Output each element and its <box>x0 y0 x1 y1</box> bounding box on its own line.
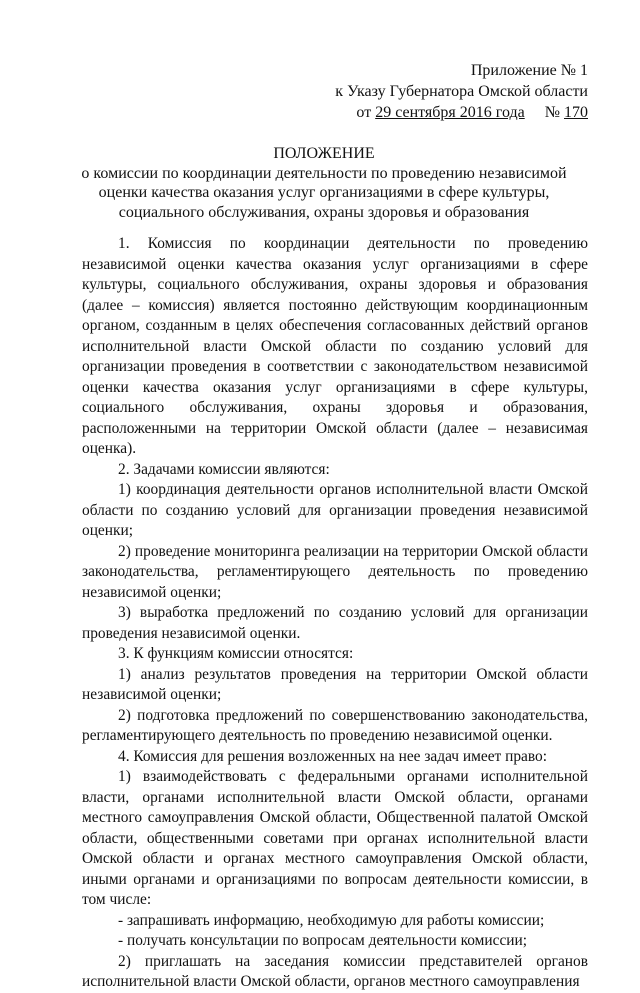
appendix-number: Приложение № 1 <box>470 62 588 79</box>
paragraph: 3) выработка предложений по созданию условий для организации проведения независимой оценки. <box>82 604 588 642</box>
decree-number: 170 <box>564 104 588 121</box>
title-subtitle: о комиссии по координации деятельности по проведению независимой оценки качества оказания услуг организациями в сфере культуры, социального обслуживания, охраны здоровья и образования <box>81 164 567 221</box>
title-heading: ПОЛОЖЕНИЕ <box>273 145 375 162</box>
document-body <box>82 234 588 993</box>
paragraph: 1) взаимодействовать с федеральными органами исполнительной власти, органами исполнительной власти Омской области, органами местного самоуправления Омской области, Общественной палатой Омской области, общественными советами при органах исполнительной власти Омской области и органах местного самоуправления Омской области, иными органами и организациями по вопросам деятельности комиссии, в том числе: <box>82 768 588 908</box>
paragraph: 4. Комиссия для решения возложенных на нее задач имеет право: <box>118 747 547 765</box>
paragraph: 2) подготовка предложений по совершенствованию законодательства, регламентирующего деятельность по проведению независимой оценки. <box>82 706 588 744</box>
paragraph: 2. Задачами комиссии являются: <box>118 460 330 478</box>
document-title <box>60 144 588 222</box>
appendix-decree-reference: к Указу Губернатора Омской области <box>335 83 588 100</box>
paragraph: 3. К функциям комиссии относятся: <box>118 645 354 662</box>
paragraph: 1) анализ результатов проведения на территории Омской области независимой оценки; <box>82 665 588 703</box>
paragraph: 1. Комиссия по координации деятельности по проведению независимой оценки качества оказания услуг организациями в сфере культуры, социального обслуживания, охраны здоровья и образования (далее – комиссия) является постоянно действующим координационным органом, созданным в целях обеспечения согласованных действий органов исполнительной власти Омской области по созданию условий для организации проведения в соответствии с законодательством независимой оценки качества оказания услуг организациями в сфере культуры, социального обслуживания, охраны здоровья и образования, расположенными на территории Омской области (далее – независимая оценка). <box>82 235 588 457</box>
paragraph: 2) приглашать на заседания комиссии представителей органов исполнительной власти Омской области, органов местного самоуправления <box>82 952 588 990</box>
appendix-date-line <box>335 102 588 123</box>
paragraph: 1) координация деятельности органов исполнительной власти Омской области по созданию условий для организации проведения независимой оценки; <box>82 481 588 539</box>
paragraph: 2) проведение мониторинга реализации на территории Омской области законодательства, регламентирующего деятельность по проведению независимой оценки; <box>82 542 588 601</box>
list-item: - запрашивать информацию, необходимую для работы комиссии; <box>118 911 545 929</box>
appendix-header <box>335 60 588 123</box>
number-prefix: № <box>544 104 560 121</box>
decree-date: 29 сентября 2016 года <box>375 104 525 121</box>
date-prefix: от <box>356 104 372 121</box>
list-item: - получать консультации по вопросам деятельности комиссии; <box>118 932 528 949</box>
